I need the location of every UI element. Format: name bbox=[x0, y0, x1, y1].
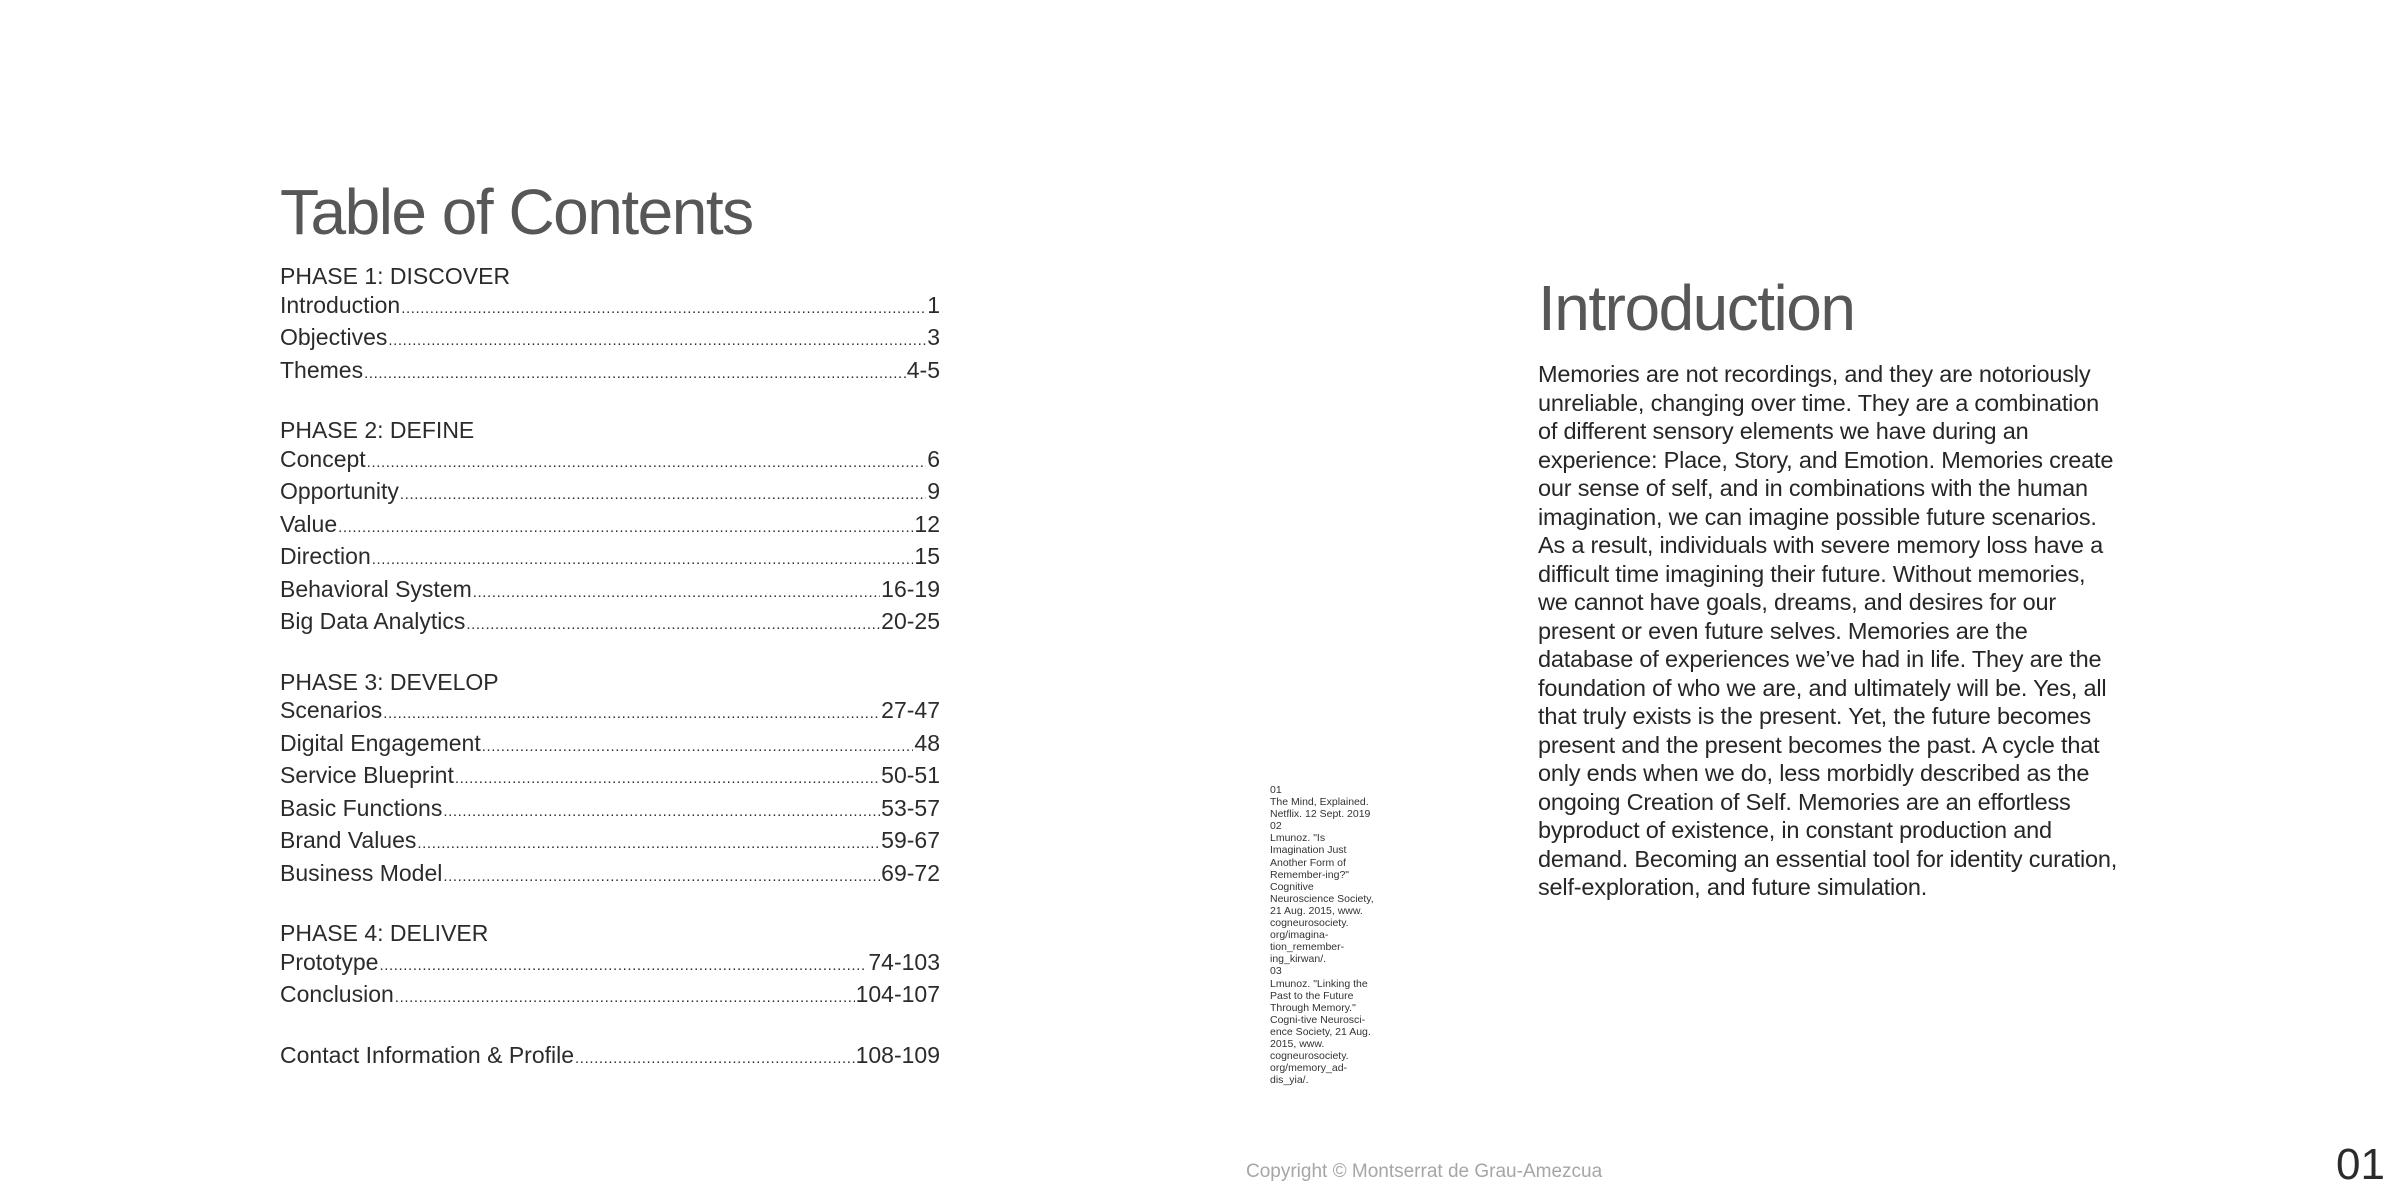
toc-entry[interactable] bbox=[280, 477, 940, 510]
toc-section-develop bbox=[280, 668, 940, 892]
leader-dots bbox=[372, 546, 914, 575]
leader-dots bbox=[388, 327, 926, 356]
leader-dots bbox=[379, 952, 867, 981]
toc-entry-label: Contact Information & Profile bbox=[280, 1041, 575, 1068]
toc-entry-label: Prototype bbox=[280, 948, 379, 975]
toc-entry-page: 74-103 bbox=[868, 948, 940, 975]
leader-dots bbox=[401, 295, 926, 324]
toc-entry-page: 6 bbox=[927, 445, 940, 472]
toc-entry[interactable] bbox=[280, 859, 940, 892]
toc-entry-label: Brand Values bbox=[280, 827, 417, 853]
toc-entry-page: 27-47 bbox=[881, 697, 940, 723]
toc-entry-page: 15 bbox=[914, 543, 940, 569]
leader-dots bbox=[400, 481, 926, 510]
intro-title: Introduction bbox=[1538, 272, 1855, 344]
leader-dots bbox=[383, 700, 880, 729]
toc-entry-page: 20-25 bbox=[881, 608, 940, 634]
toc-entry[interactable] bbox=[280, 794, 940, 827]
toc-entry[interactable] bbox=[280, 542, 940, 575]
toc-entry[interactable] bbox=[280, 729, 940, 762]
toc-entry-label: Digital Engagement bbox=[280, 729, 481, 756]
toc-entry-label: Value bbox=[280, 510, 338, 537]
toc-entry-page: 16-19 bbox=[881, 575, 940, 602]
toc-entry-label: Themes bbox=[280, 356, 364, 383]
toc-entry-page: 104-107 bbox=[855, 981, 940, 1007]
toc-entry[interactable] bbox=[280, 696, 940, 729]
toc-entry[interactable] bbox=[280, 445, 940, 478]
toc-phase-heading: PHASE 1: DISCOVER bbox=[280, 263, 511, 289]
toc-entry[interactable] bbox=[280, 607, 940, 640]
toc-entry-page: 12 bbox=[914, 510, 940, 537]
toc-entry-page: 50-51 bbox=[881, 762, 940, 788]
leader-dots bbox=[395, 984, 855, 1013]
toc-entry-label: Conclusion bbox=[280, 981, 394, 1007]
leader-dots bbox=[417, 830, 880, 859]
toc-entry[interactable] bbox=[280, 356, 940, 389]
toc-entry-page: 1 bbox=[927, 291, 940, 318]
toc-phase-heading: PHASE 2: DEFINE bbox=[280, 417, 475, 443]
toc-entry-label: Introduction bbox=[280, 291, 401, 318]
toc-entry-page: 53-57 bbox=[881, 794, 940, 821]
toc-entry[interactable] bbox=[280, 761, 940, 794]
toc-entry-page: 69-72 bbox=[881, 859, 940, 886]
toc-phase-heading: PHASE 4: DELIVER bbox=[280, 920, 489, 946]
toc-entry-label: Service Blueprint bbox=[280, 762, 454, 788]
footnote: 02 Lmunoz. "Is Imagination Just Another Form of Remember-ing?" Cognitive Neuroscience Society, 21 Aug. 2015, www. cogneurosociety. org/imagina-tion_remember-ing_kirwan/. bbox=[1270, 820, 1374, 966]
footnotes bbox=[1270, 784, 1380, 1086]
intro-body: Memories are not recordings, and they are notoriously unreliable, changing over time. They are a combination of different sensory elements we have during an experience: Place, Story, and Emotion. Memories create our sense of self, and in combinations with the human imagination, we can imagine possible future scenarios. As a result, individuals with severe memory loss have a difficult time imagining their future. Without memories, we cannot have goals, dreams, and desires for our present or even future selves. Memories are the database of experiences we’ve had in life. They are the foundation of who we are, and ultimately will be. Yes, all that truly exists is the present. Yet, the future becomes present and the present becomes the past. A cycle that only ends when we do, less morbidly described as the ongoing Creation of Self. Memories are an effortless byproduct of existence, in constant production and demand. Becoming an essential tool for identity curation, self-exploration, and future simulation. bbox=[1538, 361, 2118, 900]
leader-dots bbox=[364, 360, 906, 389]
toc-entry[interactable] bbox=[280, 1041, 940, 1074]
toc-entry-page: 4-5 bbox=[906, 356, 940, 383]
toc-entry-page: 9 bbox=[927, 478, 940, 504]
toc-entry-label: Business Model bbox=[280, 859, 443, 886]
toc-entry-label: Opportunity bbox=[280, 478, 399, 504]
leader-dots bbox=[466, 611, 880, 640]
leader-dots bbox=[367, 449, 927, 478]
toc-entry-label: Concept bbox=[280, 445, 366, 472]
toc-entry[interactable] bbox=[280, 826, 940, 859]
toc-section-define bbox=[280, 416, 940, 640]
toc-title: Table of Contents bbox=[280, 176, 753, 248]
introduction-section bbox=[1538, 268, 2118, 902]
leader-dots bbox=[575, 1045, 855, 1074]
leader-dots bbox=[473, 579, 880, 608]
toc-phase-heading: PHASE 3: DEVELOP bbox=[280, 668, 499, 695]
copyright-notice: Copyright © Montserrat de Grau-Amezcua bbox=[1246, 1161, 1603, 1182]
toc-entry[interactable] bbox=[280, 948, 940, 981]
toc-section-deliver bbox=[280, 919, 940, 1013]
toc-entry[interactable] bbox=[280, 510, 940, 543]
toc-entry[interactable] bbox=[280, 980, 940, 1013]
table-of-contents bbox=[280, 172, 940, 1101]
leader-dots bbox=[443, 863, 880, 892]
page-number: 01 bbox=[2336, 1140, 2385, 1189]
toc-entry[interactable] bbox=[280, 291, 940, 324]
toc-entry-label: Objectives bbox=[280, 324, 388, 350]
toc-entry-page: 48 bbox=[914, 729, 940, 756]
leader-dots bbox=[443, 798, 880, 827]
toc-section-discover bbox=[280, 262, 940, 388]
toc-entry[interactable] bbox=[280, 323, 940, 356]
toc-entry-page: 3 bbox=[927, 324, 940, 350]
leader-dots bbox=[482, 733, 914, 762]
leader-dots bbox=[338, 514, 913, 543]
footnote: 03 Lmunoz. "Linking the Past to the Future Through Memory." Cogni-tive Neurosci-ence Society, 21 Aug. 2015, www. cogneurosociety. org/memory_ad-dis_yia/. bbox=[1270, 965, 1371, 1087]
toc-entry-label: Basic Functions bbox=[280, 794, 443, 821]
toc-section-contact bbox=[280, 1041, 940, 1074]
toc-entry-label: Behavioral System bbox=[280, 575, 472, 602]
toc-entry[interactable] bbox=[280, 575, 940, 608]
toc-entry-label: Scenarios bbox=[280, 697, 383, 723]
leader-dots bbox=[455, 765, 880, 794]
toc-entry-page: 59-67 bbox=[881, 827, 940, 853]
footnote: 01 The Mind, Explained. Netflix. 12 Sept. 2019 bbox=[1270, 784, 1371, 821]
toc-entry-label: Big Data Analytics bbox=[280, 608, 466, 634]
toc-entry-label: Direction bbox=[280, 543, 371, 569]
toc-entry-page: 108-109 bbox=[855, 1041, 940, 1068]
